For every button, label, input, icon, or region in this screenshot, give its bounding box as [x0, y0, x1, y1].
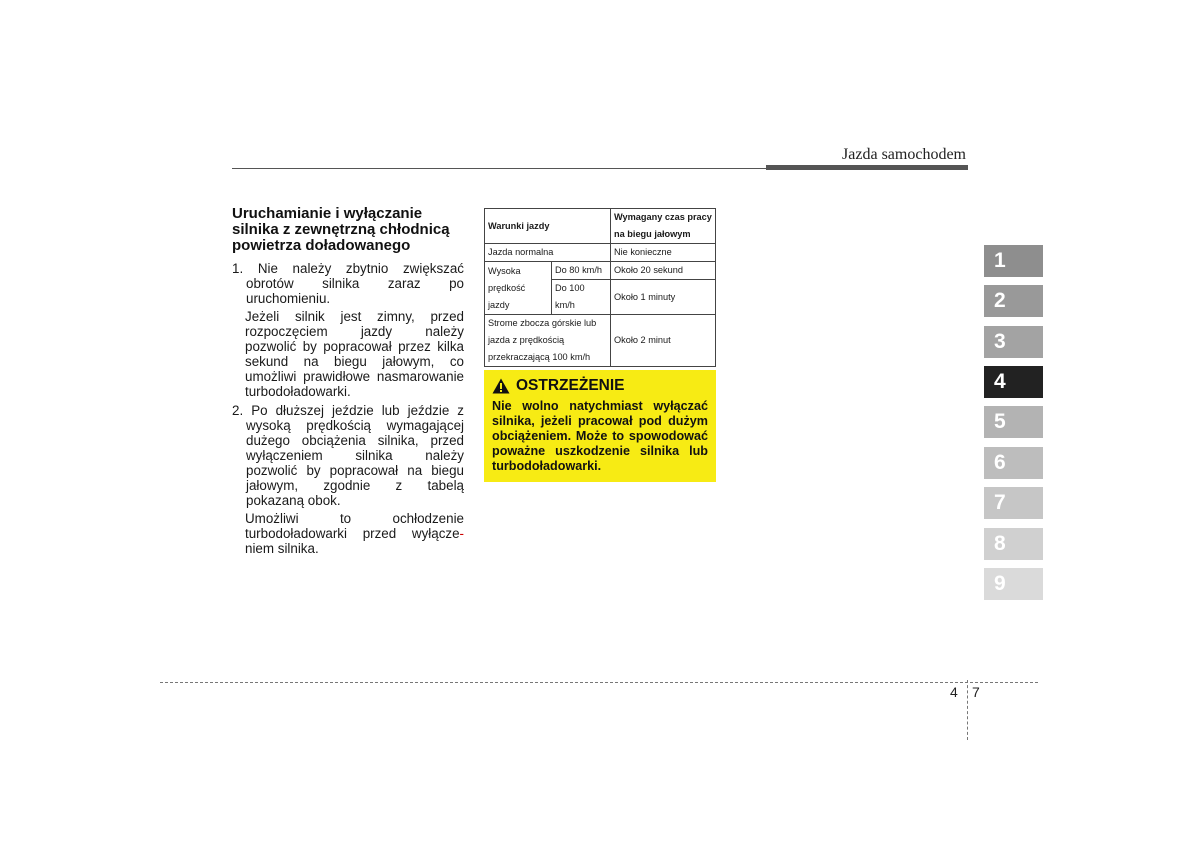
- table-cell-line: przekraczającą 100 km/h: [488, 352, 591, 362]
- table-header-time-line: Wymagany czas pracy: [614, 212, 712, 222]
- footer-divider: [967, 680, 968, 740]
- step-1-line: obrotów silnika zaraz po: [246, 276, 464, 291]
- warning-line: turbodoładowarki.: [492, 459, 602, 473]
- step-2-line: pozwolić by popracował na biegu: [246, 463, 464, 478]
- step-2-note-text: turbodoładowarki przed wyłącze: [245, 526, 460, 541]
- table-cell: Około 2 minut: [611, 315, 716, 367]
- warning-line: silnika, jeżeli pracował pod dużym: [492, 414, 708, 428]
- chapter-tab-label: 9: [994, 572, 1006, 595]
- table-row: [485, 262, 716, 280]
- header-rule: [232, 168, 766, 169]
- table-cell-line: Wysoka: [488, 265, 521, 276]
- chapter-tab-6[interactable]: [984, 447, 1043, 479]
- table-header-time: [611, 209, 716, 244]
- page-number: 7: [972, 684, 980, 700]
- chapter-tab-2[interactable]: [984, 285, 1043, 317]
- step-2-text: [246, 418, 464, 508]
- table-header-conditions: Warunki jazdy: [485, 209, 611, 244]
- step-1-note-line: umożliwi prawidłowe nasmarowanie: [245, 369, 464, 384]
- chapter-tab-label: 6: [994, 451, 1006, 474]
- step-2-note-line: niem silnika.: [245, 541, 319, 556]
- step-1-note: [245, 309, 464, 399]
- chapter-tab-8[interactable]: [984, 528, 1043, 560]
- chapter-tab-label: 8: [994, 532, 1006, 555]
- step-2-note: [245, 511, 464, 556]
- table-cell: Do 80 km/h: [552, 262, 611, 280]
- step-1-note-line: turbodoładowarki.: [245, 384, 351, 399]
- step-2-note-line: Umożliwi to ochłodzenie: [245, 511, 464, 526]
- step-2-line: wysoką prędkością wymagającej: [246, 418, 464, 433]
- table-cell: Jazda normalna: [485, 244, 611, 262]
- warning-line: Nie wolno natychmiast wyłączać: [492, 399, 708, 413]
- step-2-line: jałowym, zgodnie z tabelą: [246, 478, 464, 493]
- table-cell-line: jazda z prędkością: [488, 335, 565, 345]
- running-header: Jazda samochodem: [842, 146, 966, 163]
- warning-line: obciążeniem. Może to spowodować: [492, 429, 708, 443]
- chapter-tab-4[interactable]: [984, 366, 1043, 398]
- chapter-tab-9[interactable]: [984, 568, 1043, 600]
- step-1-first-line: 1. Nie należy zbytnio zwiększać: [232, 261, 464, 276]
- step-1-text: [246, 276, 464, 306]
- step-1-note-line: Jeżeli silnik jest zimny, przed: [245, 309, 464, 324]
- table-row: [485, 244, 716, 262]
- warning-title: OSTRZEŻENIE: [516, 377, 625, 394]
- table-cell-line: Strome zbocza górskie lub: [488, 318, 597, 328]
- table-cell: Do 100 km/h: [552, 280, 611, 315]
- step-2-line: pokazaną obok.: [246, 493, 341, 508]
- table-cell: Nie konieczne: [611, 244, 716, 262]
- table-header-time-line: na biegu jałowym: [614, 229, 691, 239]
- warning-heading: [492, 377, 625, 395]
- table-cell-line: prędkość jazdy: [488, 282, 526, 310]
- header-rule-accent: [766, 165, 968, 170]
- hyphen-mark: -: [459, 526, 464, 541]
- step-2-line: dużego obciążenia silnika, przed: [246, 433, 464, 448]
- table-cell: [485, 262, 552, 315]
- warning-text: [492, 399, 708, 474]
- warning-line: poważne uszkodzenie silnika lub: [492, 444, 708, 458]
- table-cell: [485, 315, 611, 367]
- step-2-line: wyłączeniem silnika należy: [246, 448, 464, 463]
- idle-time-table: [484, 208, 716, 367]
- step-2-first-line: 2. Po dłuższej jeździe lub jeździe z: [232, 403, 464, 418]
- section-title: Uruchamianie i wyłączanie silnika z zewnętrzną chłodnicą powietrza doładowanego: [232, 205, 450, 254]
- step-1-note-line: sekund na biegu jałowym, co: [245, 354, 464, 369]
- chapter-tab-label: 2: [994, 289, 1006, 312]
- chapter-tab-label: 4: [994, 370, 1006, 393]
- table-cell: Około 20 sekund: [611, 262, 716, 280]
- chapter-tab-label: 3: [994, 330, 1006, 353]
- chapter-tab-3[interactable]: [984, 326, 1043, 358]
- chapter-tab-1[interactable]: [984, 245, 1043, 277]
- page-section-number: 4: [950, 684, 958, 700]
- step-2-note-line: [245, 526, 464, 541]
- table-cell: Około 1 minuty: [611, 280, 716, 315]
- chapter-tab-label: 1: [994, 249, 1006, 272]
- chapter-tab-7[interactable]: [984, 487, 1043, 519]
- chapter-tab-5[interactable]: [984, 406, 1043, 438]
- table-row: [485, 315, 716, 367]
- step-1-note-line: rozpoczęciem jazdy należy: [245, 324, 464, 339]
- table-row: [485, 209, 716, 244]
- warning-triangle-icon: [492, 378, 510, 394]
- step-1-note-line: pozwolić by popracował przez kilka: [245, 339, 464, 354]
- chapter-tab-label: 7: [994, 491, 1006, 514]
- footer-rule: [160, 682, 1038, 683]
- chapter-tab-label: 5: [994, 410, 1006, 433]
- step-1-line: uruchomieniu.: [246, 291, 331, 306]
